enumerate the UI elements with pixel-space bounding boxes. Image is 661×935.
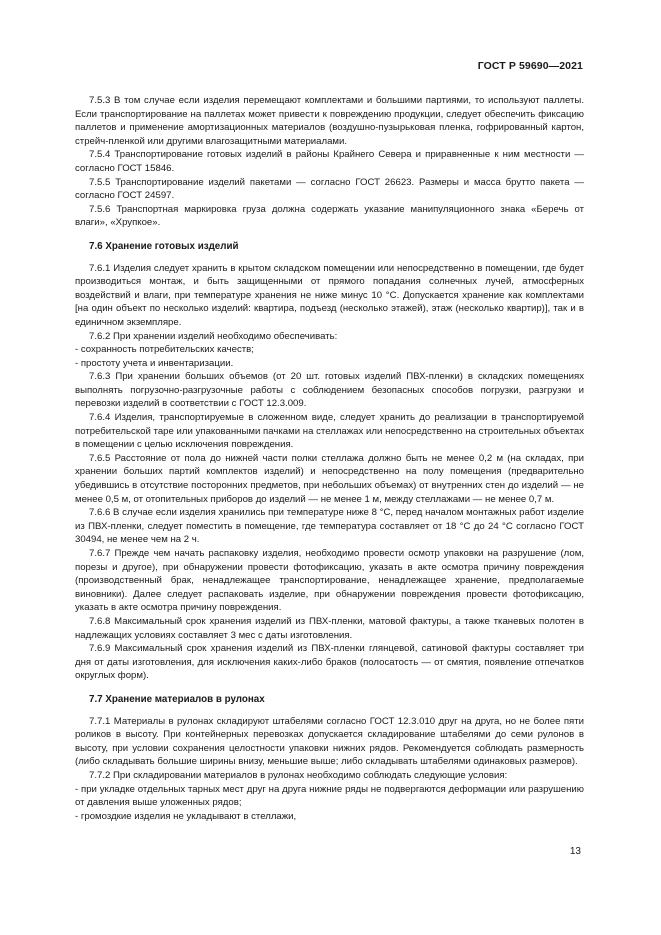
list-item: - простоту учета и инвентаризации.	[75, 357, 234, 369]
paragraph: 7.6.6 В случае если изделия хранились при температуре ниже 8 °С, перед началом монтажных работ изделие из ПВХ-пленки, следует поместить в помещение, где температура составляет от 18 °С до 24 °С согласно ГОСТ 30494, не менее чем на 2 ч.	[75, 507, 584, 546]
document-header: ГОСТ Р 59690—2021	[477, 60, 583, 72]
paragraph: 7.6.4 Изделия, транспортируемые в сложенном виде, следует хранить до реализации в транспортируемой потребительской таре или упакованными пачками на стеллажах или непосредственно на строительных объектах в помещении с целью исключения повреждения.	[75, 412, 584, 451]
paragraph: 7.6.3 При хранении больших объемов (от 20 шт. готовых изделий ПВХ-пленки) в складских помещениях выполнять погрузочно-разгрузочные работы с соблюдением безопасных способов погрузки, разгрузки и перевозки изделий в соответствии с ГОСТ 12.3.009.	[75, 371, 584, 410]
list-item: - при укладке отдельных тарных мест друг на друга нижние ряды не подвергаются деформации или разрушению от давления выше уложенных рядов;	[75, 783, 584, 809]
document-body	[75, 94, 584, 823]
paragraph: 7.5.6 Транспортная маркировка груза должна содержать указание манипуляционного знака «Беречь от влаги», «Хрупкое».	[75, 203, 584, 229]
section-heading: 7.6 Хранение готовых изделий	[89, 240, 239, 252]
paragraph: 7.6.2 При хранении изделий необходимо обеспечивать:	[89, 330, 338, 342]
paragraph: 7.7.2 При складировании материалов в рулонах необходимо соблюдать следующие условия:	[89, 769, 508, 781]
paragraph: 7.6.1 Изделия следует хранить в крытом складском помещении или непосредственно в помещении, где будет производиться монтаж, и быть защищенными от прямого попадания солнечных лучей, атмосферных воздействий и влаги, при температуре хранения не ниже минус 10 °С. Допускается хранение как комплектами [на один объект по несколько изделий: квартира, подъезд (несколько этажей), этаж (несколько квартир)], так и в единичном экземпляре.	[75, 262, 584, 328]
paragraph: 7.6.7 Прежде чем начать распаковку изделия, необходимо провести осмотр упаковки на разрушение (лом, порезы и другое), при обнаружении провести фотофиксацию, указать в акте осмотра причину повреждения (производственный брак, ненадлежащее транспортирование, ненадлежащее хранение, предполагаемые виновники). Далее следует распаковать изделие, при обнаружении повреждения провести фотофиксацию, указать в акте осмотра причину повреждения.	[75, 548, 584, 614]
paragraph: 7.5.4 Транспортирование готовых изделий в районы Крайнего Севера и приравненные к ним местности — согласно ГОСТ 15846.	[75, 149, 584, 174]
section-heading: 7.7 Хранение материалов в рулонах	[89, 693, 265, 705]
list-item: - сохранность потребительских качеств;	[75, 344, 254, 356]
list-item: - громоздкие изделия не укладывают в стеллажи,	[75, 810, 297, 822]
page-number: 13	[569, 846, 581, 857]
paragraph: 7.5.3 В том случае если изделия перемещают комплектами и большими партиями, то используют паллеты. Если транспортирование на паллетах может привести к повреждению продукции, следует обеспечить фиксацию паллетов и применение амортизационных материалов (воздушно-пузырьковая пленка, гофрированный картон, стрейч-пленкой или другими влагозащитными материалами.	[75, 95, 584, 147]
paragraph: 7.5.5 Транспортирование изделий пакетами — согласно ГОСТ 26623. Размеры и масса брутто пакета — согласно ГОСТ 24597.	[75, 176, 584, 202]
paragraph: 7.6.8 Максимальный срок хранения изделий из ПВХ-пленки, матовой фактуры, а также тканевых полотен в надлежащих условиях составляет 3 мес с даты изготовления.	[75, 615, 584, 641]
paragraph: 7.7.1 Материалы в рулонах складируют штабелями согласно ГОСТ 12.3.010 друг на друга, но не более пяти роликов в высоту. При контейнерных перевозках допускается складирование штабелями до семи рулонов в высоту, при условии сохранения целостности упаковки нижних рядов. Рекомендуется соблюдать размерность (либо складывать большие ширины внизу, меньшие выше; либо складывать штабелями одинаковых размеров).	[75, 715, 584, 768]
paragraph: 7.6.5 Расстояние от пола до нижней части полки стеллажа должно быть не менее 0,2 м (на складах, при хранении больших партий комплектов изделий) и непосредственно на полу помещения (предварительно убедившись в отсутствие посторонних предметов, при небольших объемах) от внутренних стен до изделий — не менее 0,5 м, от отопительных приборов до изделий — не менее 1 м, между стеллажами — не менее 0,7 м.	[75, 452, 584, 505]
paragraph: 7.6.9 Максимальный срок хранения изделий из ПВХ-пленки глянцевой, сатиновой фактуры составляет три дня от даты изготовления, для исключения каких-либо браков (полосатость — от смятия, появление отпечатков округлых форм).	[75, 643, 584, 682]
